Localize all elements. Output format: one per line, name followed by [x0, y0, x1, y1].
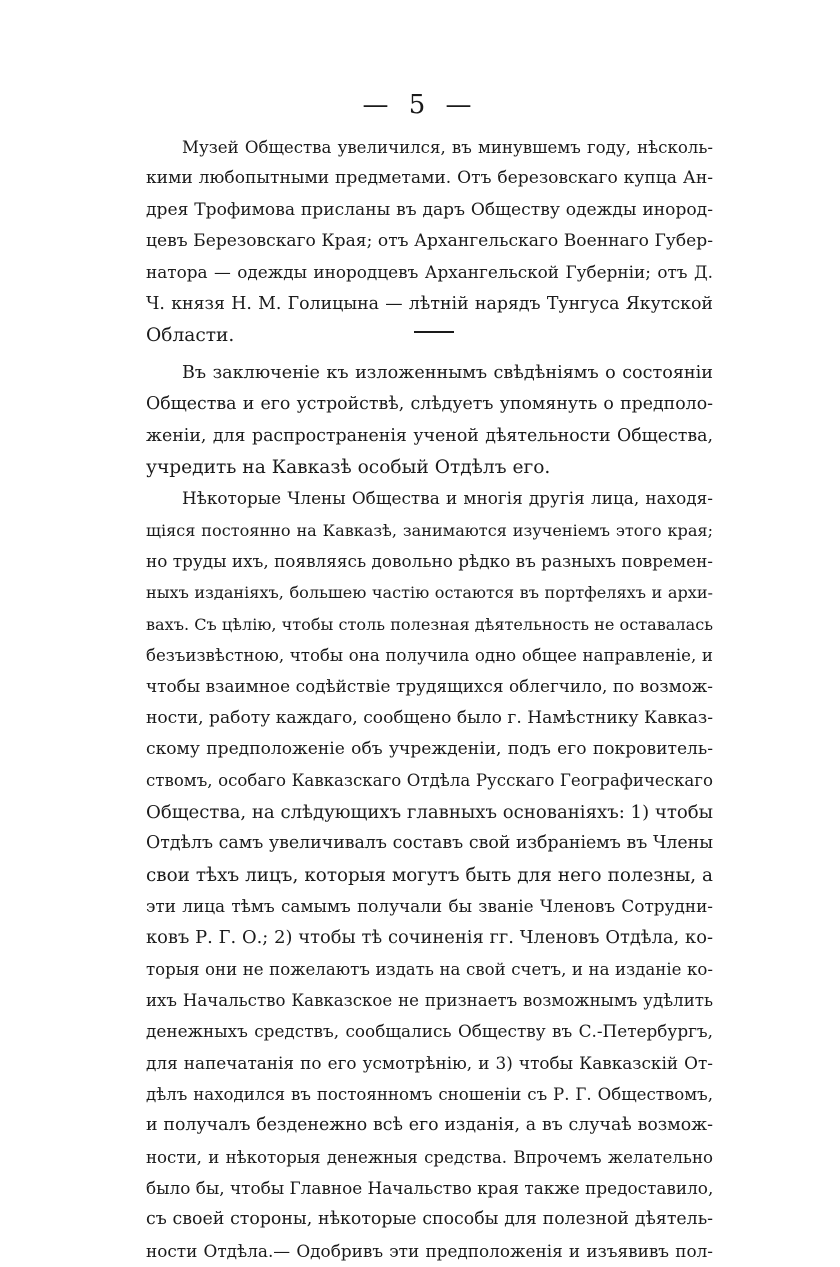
text-line: было бы, чтобы Главное Начальство края также предоставило, [146, 1177, 714, 1198]
text-line: ности, работу каждаго, сообщено было г. Намѣстнику Кавказ- [146, 707, 713, 728]
text-line: учредить на Кавказѣ особый Отдѣлъ его. [146, 457, 551, 479]
text-line: женіи, для распространенія ученой дѣятельности Общества, [146, 425, 713, 446]
text-line: Области. [146, 325, 235, 347]
text-line: натора — одежды инородцевъ Архангельской Губерніи; отъ Д. [146, 262, 713, 283]
text-line: съ своей стороны, нѣкоторые способы для полезной дѣятель- [146, 1209, 713, 1230]
paragraph-museum [146, 132, 713, 351]
text-line: свои тѣхъ лицъ, которыя могутъ быть для него полезны, а [146, 864, 713, 886]
paragraphs-caucasus [146, 358, 713, 1267]
text-line: Музей Общества увеличился, въ минувшемъ году, нѣсколь- [182, 138, 713, 157]
text-line: торыя они не пожелаютъ издать на свой счетъ, и на изданіе ко- [146, 959, 713, 979]
text-line: Общества и его устройствѣ, слѣдуетъ упомянуть о предполо- [146, 394, 713, 415]
text-line: денежныхъ средствъ, сообщались Обществу въ С.-Петербургъ, [146, 1021, 713, 1042]
text-line: для напечатанія по его усмотрѣнію, и 3) чтобы Кавказскій От- [146, 1052, 713, 1073]
text-line: цевъ Березовскаго Края; отъ Архангельскаго Военнаго Губер- [146, 231, 713, 252]
text-line: Отдѣлъ самъ увеличивалъ составъ свой избраніемъ въ Члены [146, 833, 713, 854]
section-divider [414, 331, 454, 333]
text-line: ныхъ изданіяхъ, большею частію остаются въ портфеляхъ и архи- [146, 583, 713, 603]
text-line: дѣлъ находился въ постоянномъ сношеніи съ Р. Г. Обществомъ, [146, 1084, 713, 1104]
text-line: вахъ. Съ цѣлію, чтобы столь полезная дѣятельность не оставалась [146, 614, 713, 634]
text-line: ности, и нѣкоторыя денежныя средства. Впрочемъ желательно [146, 1147, 713, 1167]
text-line: ихъ Начальство Кавказское не признаетъ возможнымъ удѣлить [146, 990, 713, 1010]
text-line: скому предположеніе объ учрежденіи, подъ его покровитель- [146, 739, 713, 760]
text-line: эти лица тѣмъ самымъ получали бы званіе Членовъ Сотрудни- [146, 895, 713, 916]
text-line: Общества, на слѣдующихъ главныхъ основаніяхъ: 1) чтобы [146, 801, 714, 823]
page-number: — 5 — [362, 90, 478, 120]
text-line: ствомъ, особаго Кавказскаго Отдѣла Русскаго Географическаго [146, 771, 713, 791]
text-line: безъизвѣстною, чтобы она получила одно общее направленіе, и [146, 646, 713, 666]
text-line: чтобы взаимное содѣйствіе трудящихся облегчило, по возмож- [146, 676, 713, 697]
text-line: Нѣкоторые Члены Общества и многія другія лица, находя- [182, 488, 713, 509]
text-line: щіяся постоянно на Кавказѣ, занимаются изученіемъ этого края; [146, 520, 713, 540]
text-line: ности Отдѣла.— Одобривъ эти предположенія и изъявивъ пол- [146, 1240, 713, 1261]
text-line: ковъ Р. Г. О.; 2) чтобы тѣ сочиненія гг. Членовъ Отдѣла, ко- [146, 927, 713, 949]
text-line: Ч. князя Н. М. Голицына — лѣтній нарядъ Тунгуса Якутской [146, 293, 713, 314]
text-line: дрея Трофимова присланы въ даръ Обществу одежды инород- [146, 199, 713, 220]
text-line: кими любопытными предметами. Отъ березовскаго купца Ан- [146, 168, 713, 189]
text-line: и получалъ безденежно всѣ его изданія, а въ случаѣ возмож- [146, 1115, 713, 1136]
text-line: но труды ихъ, появляясь довольно рѣдко въ разныхъ повремен- [146, 551, 713, 572]
text-line: Въ заключеніе къ изложеннымъ свѣдѣніямъ о состояніи [182, 363, 713, 383]
